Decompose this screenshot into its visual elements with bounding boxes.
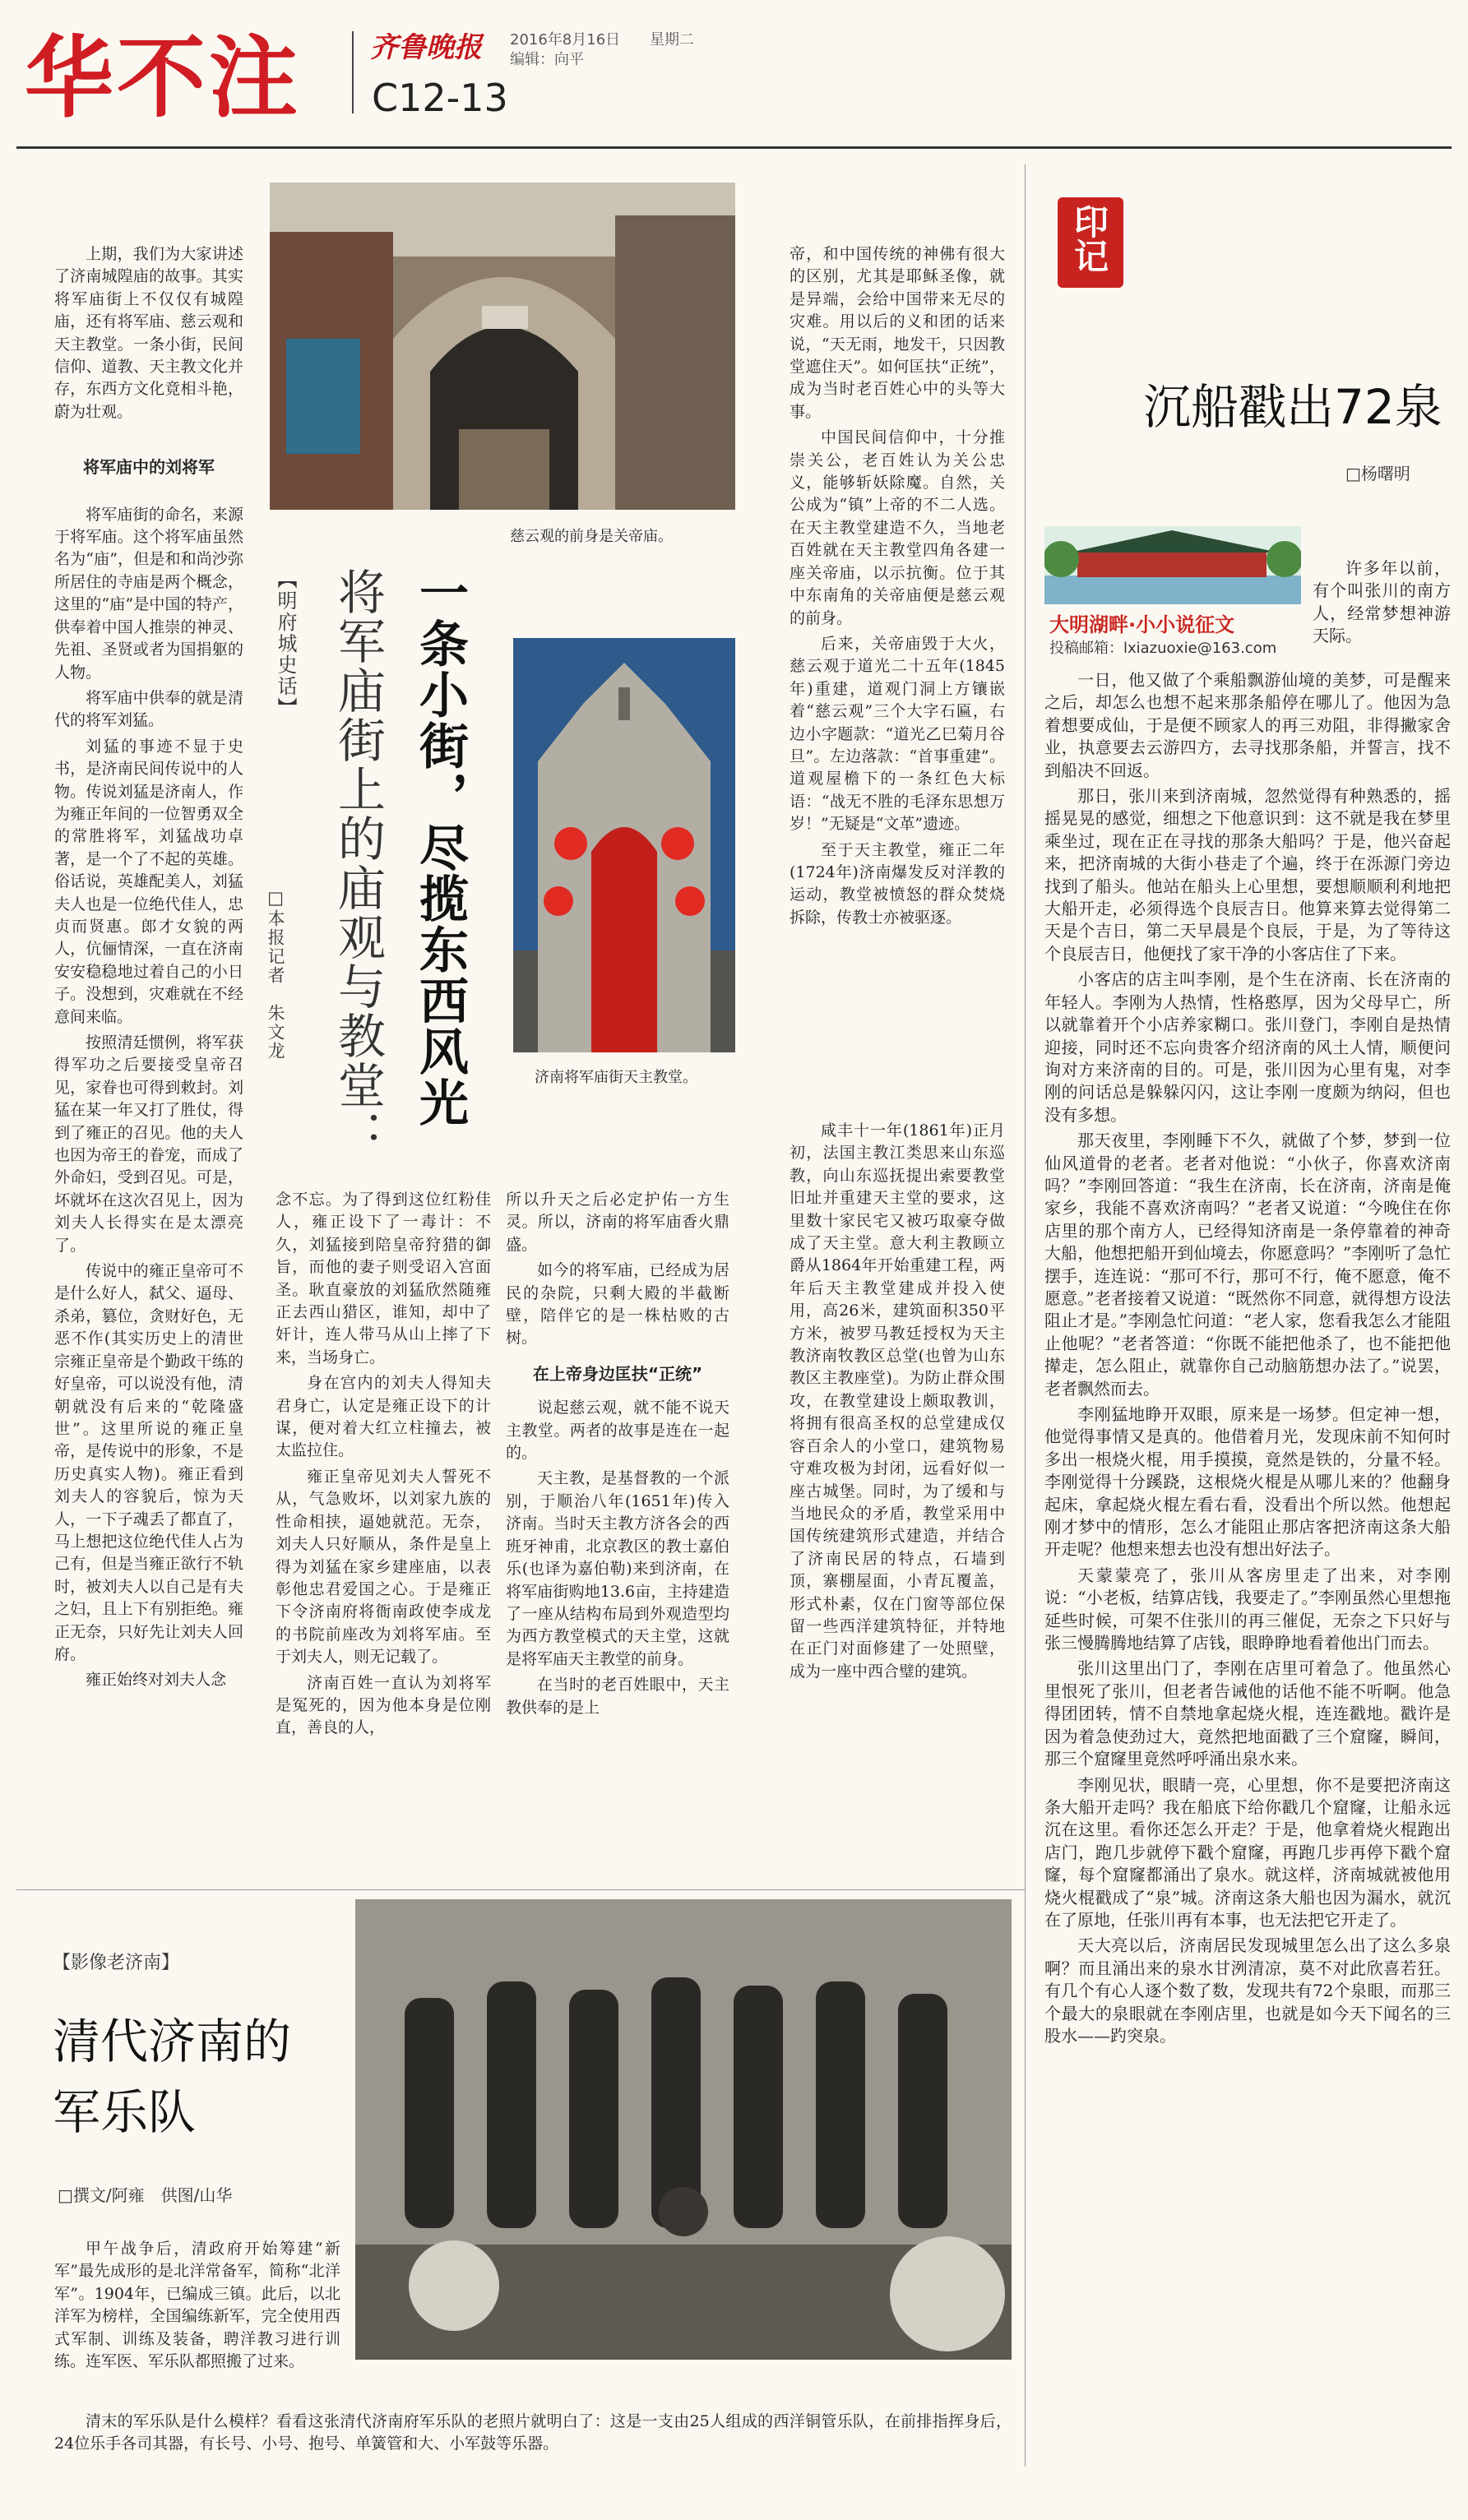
bottom-section-rule — [16, 1889, 1025, 1890]
article2-title: 沉船戳出72泉 — [1143, 379, 1443, 435]
article1-column5 — [790, 1120, 1005, 1686]
contest-banner — [1044, 526, 1301, 658]
article1-paragraph: 咸丰十一年(1861年)正月初，法国主教江类思来山东巡教，向山东巡抚提出索要教堂旧址并重建天主堂的要求，这里数十家民宅又被巧取豪夺做成了天主堂。意大利主教顾立爵从1864年开始重建工程，两年后天主教堂建成并投入使用，高26米，建筑面积350平方米，被罗马教廷授权为天主教济南牧教区总堂(也曾为山东教区主教座堂)。为防止群众围攻，在教堂建设上颇取教训，将拥有很高圣权的总堂建成仅容百余人的小堂口，建筑物易守难攻极为封闭，远看好似一座古城堡。同时，为了缓和与当地民众的矛盾，教堂采用中国传统建筑形式建造，并结合了济南民居的特点，石墙到顶，寨棚屋面，小青瓦覆盖，形式朴素，仅在门窗等部位保留一些西洋建筑特征，并特地在正门对面修建了一处照壁，成为一座中西合璧的建筑。 — [790, 1121, 1005, 1681]
article2-paragraph: 李刚猛地睁开双眼，原来是一场梦。但定神一想，他觉得事情又是真的。他借着月光，发现床前不知何时多出一根烧火棍，用手摸摸，竟然是铁的，分量不轻。李刚觉得十分蹊跷，这根烧火棍是从哪儿来的？他翻身起床，拿起烧火棍左看右看，没看出个所以然。他想起刚才梦中的情形，怎么才能阻止那店客把济南这条大船开走呢？他想来想去也没有想出好法子。 — [1044, 1404, 1451, 1560]
article2-paragraph: 张川这里出门了，李刚在店里可着急了。他虽然心里恨死了张川，但老者告诫他的话他不能不听啊。他急得团团转，情不自禁地拿起烧火棍，连连戳地。戳许是因为着急使劲过大，竟然把地面戳了三个窟窿，瞬间，那三个窟窿里竟然呼呼涌出泉水来。 — [1044, 1658, 1451, 1769]
article1-column3 — [506, 1189, 729, 1722]
article1-paragraph: 身在宫内的刘夫人得知夫君身亡，认定是雍正设下的计谋，便对着大红立柱撞去，被太监拉住。 — [276, 1374, 491, 1460]
article1-paragraph: 在当时的老百姓眼中，天主教供奉的是上 — [506, 1676, 729, 1717]
article2-byline: □杨曙明 — [1345, 464, 1410, 483]
article1-paragraph: 济南百姓一直认为刘将军是冤死的，因为他本身是位刚直，善良的人， — [276, 1673, 491, 1737]
article2-paragraph: 李刚见状，眼睛一亮，心里想，你不是要把济南这条大船开走吗？我在船底下给你戳几个窟窿，让船永远沉在这里。看你还怎么开走？于是，他拿着烧火棍跑出店门，跑几步就停下戳个窟窿，再跑几步再停下戳个窟窿，每个窟窿都涌出了泉水。就这样，济南城就被他用烧火棍戳成了“泉”城。济南这条大船也因为漏水，就沉在了原地，任张川再有本事，也无法把它开走了。 — [1044, 1774, 1451, 1930]
photo2-caption: 济南将军庙街天主教堂。 — [535, 1069, 697, 1086]
photo-military-band — [355, 1899, 1012, 2360]
article1-paragraph: 至于天主教堂，雍正二年(1724年)济南爆发反对洋教的运动，教堂被愤怒的群众焚烧拆除，传教士亦被驱逐。 — [790, 840, 1005, 927]
article2-paragraph: 一日，他又做了个乘船飘游仙境的美梦，可是醒来之后，却怎么也想不起来那条船停在哪儿了。他因为急着想要成仙，于是便不顾家人的再三劝阻，非得撇家舍业，执意要去云游四方，去寻找那条船，并誓言，找不到船决不回返。 — [1044, 670, 1451, 780]
article3-title-line1: 清代济南的 — [53, 2014, 292, 2069]
article1-paragraph: 所以升天之后必定护佑一方生灵。所以，济南的将军庙香火鼎盛。 — [506, 1191, 729, 1254]
article1-paragraph: 如今的将军庙，已经成为居民的杂院，只剩大殿的半截断壁，陪伴它的是一株枯败的古树。 — [506, 1261, 729, 1348]
military-band-illustration — [355, 1899, 1012, 2360]
contest-email-label: 投稿邮箱： — [1049, 640, 1123, 657]
article2-column — [1044, 669, 1451, 2051]
article1-paragraph: 后来，关帝庙毁于大火，慈云观于道光二十五年(1845年)重建，道观门洞上方镶嵌着“慈云观”三个大字石匾，右边小字题款：“道光乙巳菊月谷旦”。左边落款：“首事重建”。道观屋檐下的一条红色大标语：“战无不胜的毛泽东思想万岁！”无疑是“文革”遗迹。 — [790, 634, 1005, 834]
article1-column4 — [790, 243, 1005, 932]
contest-banner-title: 大明湖畔·小小说征文 — [1049, 613, 1235, 636]
article3-title — [53, 2006, 291, 2148]
article1-intro: 上期，我们为大家讲述了济南城隍庙的故事。其实将军庙街上不仅仅有城隍庙，还有将军庙、慈云观和天主教堂。一条小街，民间信仰、道教、天主教文化并存，东西方文化竟相斗艳，蔚为壮观。 — [54, 245, 243, 421]
article1-subtitle: 将军庙街上的庙观与教堂： — [330, 567, 386, 1159]
page-number: C12-13 — [372, 76, 508, 120]
article3-wide-paragraph — [54, 2411, 1012, 2459]
article1-byline: □本报记者 朱文龙 — [266, 888, 285, 1061]
newspaper-logo: 齐鲁晚报 — [370, 31, 482, 64]
article1-paragraph: 将军庙街的命名，来源于将军庙。这个将军庙虽然名为“庙”，但是和和尚沙弥所居住的寺庙是两个概念，这里的“庙”是中国的特产，供奉着中国人推崇的神灵、先祖、圣贤或者为国捐躯的人物。 — [54, 505, 243, 682]
church-illustration — [513, 638, 735, 1052]
article2-paragraph: 那日，张川来到济南城，忽然觉得有种熟悉的，摇摇晃晃的感觉，细想之下他意识到：这不就是我在梦里乘坐过，现在正在寻找的那条大船吗？于是，他兴奋起来，把济南城的大街小巷走了个遍，终于在泺源门旁边找到了船头。他站在船头上心里想，要想顺顺利利地把大船开走，必须得选个良辰吉日。他算来算去觉得第二天是个吉日，第二天早晨是个良辰，于是，为了等待这个良辰吉日，他便找了家干净的小客店住了下来。 — [1044, 786, 1451, 964]
issue-weekday: 星期二 — [650, 31, 694, 49]
article1-paragraph: 天主教，是基督教的一个派别，于顺治八年(1651年)传入济南。当时天主教方济各会的西班牙神甫，北京教区的教士嘉伯乐(也译为嘉伯勒)来到济南，在将军庙街购地13.6亩，主持建造了一座从结构布局到外观造型均为西方教堂模式的天主堂，这就是将军庙天主教堂的前身。 — [506, 1469, 729, 1668]
article3-paragraph: 清末的军乐队是什么模样？看看这张清代济南府军乐队的老照片就明白了：这是一支由25人组成的西洋铜管乐队，在前排指挥身后，24位乐手各司其器，有长号、小号、抱号、单簧管和大、小军鼓等乐器。 — [54, 2412, 1012, 2453]
article1-paragraph: 念不忘。为了得到这位红粉佳人，雍正设下了一毒计：不久，刘猛接到陪皇帝狩猎的御旨，而他的妻子则受诏入宫面圣。耿直豪放的刘猛欣然随雍正去西山猎区，谁知，却中了奸计，连人带马从山上摔了下来，当场身亡。 — [276, 1191, 491, 1366]
article3-title-line2: 军乐队 — [53, 2084, 197, 2140]
article2-paragraph: 天大亮以后，济南居民发现城里怎么出了这么多泉啊？而且涌出来的泉水甘洌清凉，莫不对此欣喜若狂。有几个有心人逐个数了数，发现共有72个泉眼，而那三个最大的泉眼就在李刚店里，也就是如今天下闻名的三股水——趵突泉。 — [1044, 1935, 1451, 2046]
article1-paragraph: 按照清廷惯例，将军获得军功之后要接受皇帝召见，家眷也可得到敕封。刘猛在某一年又打了胜仗，得到了雍正的召见。他的夫人也因为帝王的眷宠，而成了外命妇，受到召见。可是，坏就坏在这次召见上，因为刘夫人长得实在是太漂亮了。 — [54, 1033, 243, 1255]
article2-column0 — [1313, 557, 1451, 651]
article1-paragraph: 雍正皇帝见刘夫人誓死不从，气急败坏，以刘家九族的性命相挟，逼她就范。无奈，刘夫人只好顺从，条件是皇上得为刘猛在家乡建座庙，以表彰他忠君爱国之心。于是雍正下令济南府将衙南政使李成龙的书院前座改为刘将军庙。至于刘夫人，则无记载了。 — [276, 1467, 491, 1667]
article2-paragraph: 许多年以前，有个叫张川的南方人，经常梦想神游天际。 — [1313, 558, 1451, 646]
photo-catholic-church — [513, 638, 735, 1052]
masthead-divider — [352, 31, 354, 113]
masthead-title: 华不注 — [25, 27, 302, 130]
editor-credit: 编辑：向平 — [510, 51, 584, 68]
article1-subheading2: 在上帝身边匡扶“正统” — [532, 1363, 703, 1384]
article1-column1 — [54, 243, 243, 1695]
article1-paragraph: 传说中的雍正皇帝可不是什么好人，弑父、逼母、杀弟，篡位，贪财好色，无恶不作(其实历史上的清世宗雍正皇帝是个勤政干练的好皇帝，可以说没有他，清朝就没有后来的“乾隆盛世”。这里所说的雍正皇帝，是传说中的形象，不是历史真实人物)。雍正看到刘夫人的容貌后，惊为天人，一下子魂丢了都直了，马上想把这位绝代佳人占为己有，但是当雍正欲行不轨时，被刘夫人以自己是有夫之妇，且上下有别拒绝。雍正无奈，只好先让刘夫人回府。 — [54, 1262, 243, 1663]
article2-paragraph: 天蒙蒙亮了，张川从客房里走了出来，对李刚说：“小老板，结算店钱，我要走了。”李刚虽然心里想拖延些时候，可架不住张川的再三催促，无奈之下只好与张三慢腾腾地结算了店钱，眼睁睁地看着他出门而去。 — [1044, 1565, 1451, 1653]
article3-paragraph: 甲午战争后，清政府开始筹建“新军”最先成形的是北洋常备军，简称“北洋军”。1904年，已编成三镇。此后，以北洋军为榜样，全国编练新军，完全使用西式军制、训练及装备，聘洋教习进行训练。连军医、军乐队都照搬了过来。 — [54, 2240, 340, 2371]
article1-paragraph: 中国民间信仰中，十分推崇关公，老百姓认为关公忠义，能够斩妖除魔。自然，关公成为“镇”上帝的不二人选。在天主教堂建造不久，当地老百姓就在天主教堂四角各建一座关帝庙，以示抗衡。位于其中东南角的关帝庙便是慈云观的前身。 — [790, 428, 1005, 627]
article2-paragraph: 那天夜里，李刚睡下不久，就做了个梦，梦到一位仙风道骨的老者。老者对他说：“小伙子，你喜欢济南吗？”李刚回答道：“我生在济南，长在济南，济南是俺家乡，我能不喜欢济南吗？”老者又说道：“今晚住在你店里的那个南方人，已经得知济南是一条停靠着的神奇大船，他想把船开到仙境去，你愿意吗？”李刚听了急忙摆手，连连说：“那可不行，那可不行，俺不愿意，俺不愿意。”老者接着又说道：“既然你不同意，就得想方设法阻止才是。”李刚急忙问道：“老人家，您看我怎么才能阻止他呢？”老者答道：“你既不能把他杀了，也不能把他撵走，怎么阻止，就靠你自己动脑筋想办法了。”说罢，老者飘然而去。 — [1044, 1131, 1451, 1399]
article1-title: 一条小街，尽揽东西风光 — [411, 567, 469, 1128]
contest-email[interactable]: lxiazuoxie@163.com — [1123, 640, 1277, 657]
lake-pavilion-illustration — [1044, 526, 1301, 604]
article1-paragraph: 雍正始终对刘夫人念 — [86, 1671, 227, 1690]
section-divider — [1025, 164, 1026, 2467]
article3-column-label: 【影像老济南】 — [53, 1953, 180, 1973]
photo1-caption: 慈云观的前身是关帝庙。 — [510, 528, 673, 545]
issue-date: 2016年8月16日 — [510, 31, 621, 49]
temple-gate-illustration — [270, 183, 735, 510]
masthead — [0, 0, 1468, 148]
article2-paragraph: 小客店的店主叫李刚，是个生在济南、长在济南的年轻人。李刚为人热情，性格憨厚，因为父母早亡，所以就靠着开个小店养家糊口。张川登门，李刚自是热情迎接，同时还不忘向贵客介绍济南的风土人情，顺便问询对方来济南的目的。可是，张川因为心里有鬼，对李刚的问话总是躲躲闪闪，这让李刚一度颇为纳闷，但也没有多想。 — [1044, 969, 1451, 1125]
article1-paragraph: 说起慈云观，就不能不说天主教堂。两者的故事是连在一起的。 — [506, 1399, 729, 1463]
article1-subheading1: 将军庙中的刘将军 — [83, 457, 215, 478]
article3-column — [54, 2238, 340, 2376]
article1-column-label: 【明府城史话】 — [274, 569, 297, 719]
article1-paragraph: 帝，和中国传统的神佛有很大的区别，尤其是耶稣圣像，就是异端，会给中国带来无尽的灾难。用以后的义和团的话来说，“天无雨，地发干，只因教堂遮住天”。如何匡扶“正统”，成为当时老百姓心中的头等大事。 — [790, 245, 1005, 421]
masthead-rule — [16, 146, 1452, 149]
photo-ciyun-temple — [270, 183, 735, 510]
article2-seal — [1058, 197, 1123, 288]
contest-email-row — [1049, 636, 1276, 658]
seal-text: 印记 — [1069, 204, 1109, 273]
article1-paragraph: 将军庙中供奉的就是清代的将军刘猛。 — [54, 688, 243, 730]
article1-paragraph: 刘猛的事迹不显于史书，是济南民间传说中的人物。传说刘猛是济南人，作为雍正年间的一位智勇双全的常胜将军，刘猛战功卓著，是一个了不起的英雄。俗话说，英雄配美人，刘猛夫人也是一位绝代佳人，忠贞而贤惠。郎才女貌的两人，伉俪情深，一直在济南安安稳稳地过着自己的小日子。没想到，灾难就在不经意间来临。 — [54, 737, 243, 1026]
article1-column2 — [276, 1189, 491, 1743]
article3-byline: □撰文/阿雍 供图/山华 — [58, 2185, 233, 2205]
